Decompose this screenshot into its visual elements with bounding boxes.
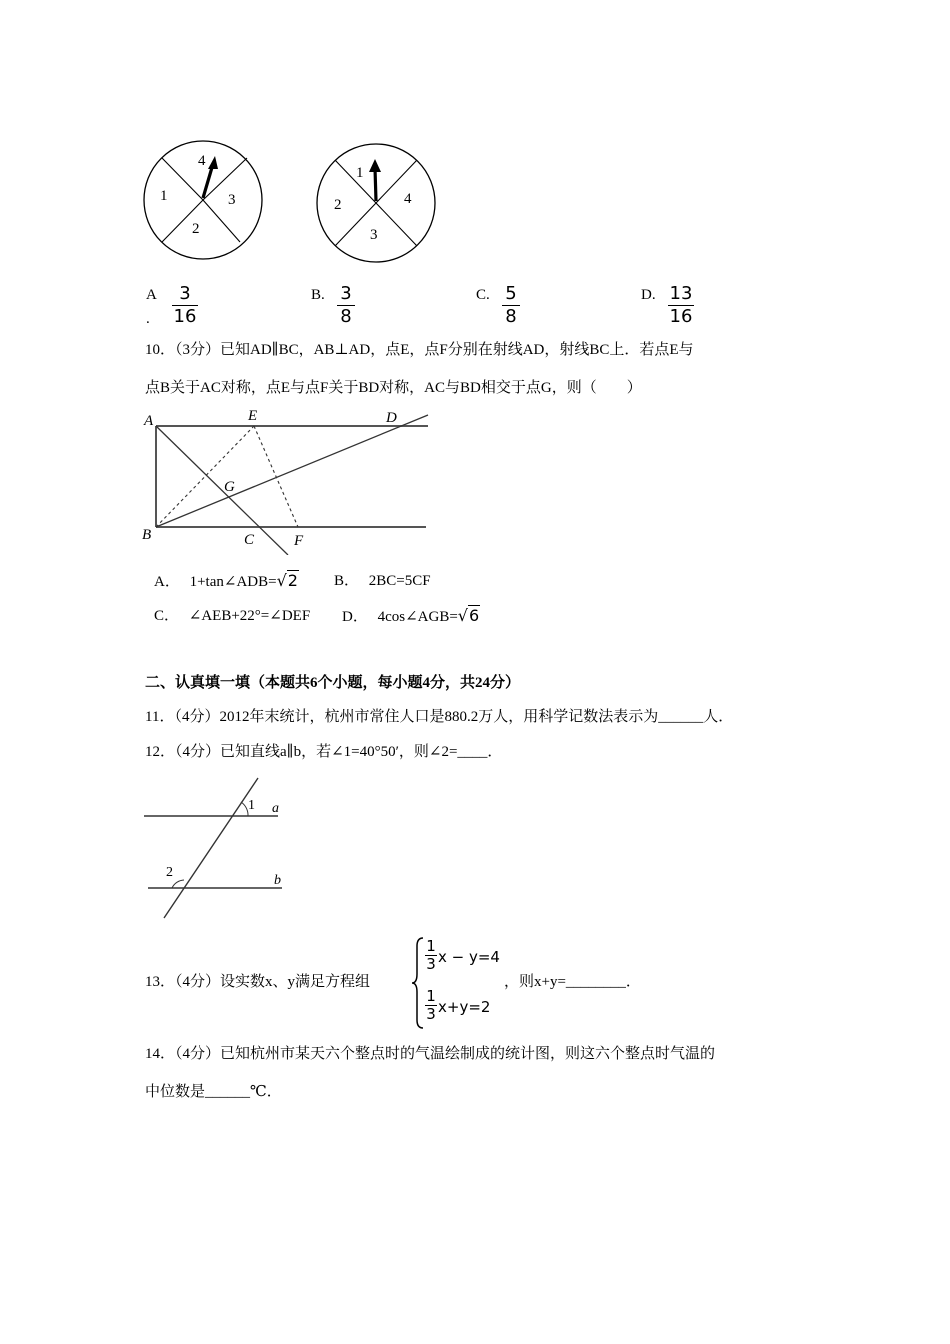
q10-option-d xyxy=(342,606,480,627)
q10-option-d-sqrt: √6 xyxy=(457,606,480,625)
q10-label-a: A xyxy=(144,413,154,429)
q10-option-b-text: 2BC=5CF xyxy=(368,573,431,589)
q9-option-c-letter: C. xyxy=(476,287,490,303)
q10-stem-line1: 10．（3分）已知AD∥BC，AB⊥AD，点E，点F分别在射线AD，射线BC上．若点E与 xyxy=(145,342,694,358)
q10-label-e: E xyxy=(248,408,258,424)
q10-option-a-prefix: A． xyxy=(154,574,180,590)
q10-option-c xyxy=(154,606,310,626)
spinner2-label-right: 4 xyxy=(404,191,412,207)
q9-option-b-fraction xyxy=(337,284,355,327)
spinner1-label-top: 4 xyxy=(198,153,206,169)
q12-parallel-lines-figure xyxy=(140,772,300,922)
spinner-figure-1 xyxy=(140,138,270,268)
q10-option-b xyxy=(334,571,431,591)
q9-option-b-letter: B. xyxy=(311,287,325,303)
q9-option-c-fraction xyxy=(502,284,520,327)
spinner2-label-bottom: 3 xyxy=(370,227,378,243)
q9-option-a-dot: . xyxy=(146,311,150,327)
q13-brace xyxy=(411,936,425,1030)
q11-text: 11．（4分）2012年末统计，杭州市常住人口是880.2万人，用科学记数法表示为______人． xyxy=(145,709,734,725)
spinner1-label-bottom: 2 xyxy=(192,221,200,237)
q10-option-c-text: ∠AEB+22°=∠DEF xyxy=(188,608,311,624)
q13-eq2-fraction xyxy=(425,989,437,1022)
q10-option-a xyxy=(154,571,299,592)
q10-stem-line2: 点B关于AC对称，点E与点F关于BD对称，AC与BD相交于点G，则（ ） xyxy=(145,380,642,396)
q10-geometry-figure xyxy=(140,405,440,555)
q13-eq1-den: 3 xyxy=(426,955,436,973)
q12-label-angle1: 1 xyxy=(248,798,255,813)
spinner2-label-left: 2 xyxy=(334,197,342,213)
q9-option-a-letter: A xyxy=(146,287,157,303)
q13-eq2-den: 3 xyxy=(426,1005,436,1023)
q13-eq1-rest: x − y=4 xyxy=(438,948,500,966)
q10-option-d-text: 4cos∠AGB= xyxy=(377,609,458,625)
q9-option-b-num: 3 xyxy=(340,283,352,304)
q10-option-b-prefix: B． xyxy=(334,573,360,589)
q9-option-a-fraction xyxy=(172,284,198,327)
q9-option-d-num: 13 xyxy=(669,283,693,304)
q10-option-a-radicand: 2 xyxy=(287,571,298,590)
q9-option-d-fraction xyxy=(668,284,694,327)
q10-label-g: G xyxy=(224,479,235,495)
q9-option-a-den: 16 xyxy=(173,306,197,327)
q13-eq2-rest: x+y=2 xyxy=(438,998,491,1016)
q12-label-angle2: 2 xyxy=(166,865,173,880)
q9-option-d-den: 16 xyxy=(669,306,693,327)
spinner-figure-2 xyxy=(312,138,442,268)
q9-option-d-letter: D. xyxy=(641,287,656,303)
q9-option-c-den: 8 xyxy=(505,306,517,327)
q14-stem-line1: 14．（4分）已知杭州市某天六个整点时的气温绘制成的统计图，则这六个整点时气温的 xyxy=(145,1046,716,1062)
spinner1-label-right: 3 xyxy=(228,192,236,208)
q10-option-a-text: 1+tan∠ADB= xyxy=(189,574,277,590)
q13-eq1-num: 1 xyxy=(426,937,436,955)
q12-text: 12．（4分）已知直线a∥b，若∠1=40°50′，则∠2=____． xyxy=(145,744,503,760)
q10-option-d-radicand: 6 xyxy=(469,606,480,625)
q14-stem-line2: 中位数是______℃． xyxy=(145,1084,282,1100)
q10-option-a-sqrt: √2 xyxy=(276,571,298,590)
q10-label-f: F xyxy=(294,533,304,549)
spinner2-label-top: 1 xyxy=(356,165,364,181)
q10-label-d: D xyxy=(386,410,397,426)
q13-prefix: 13．（4分）设实数x、y满足方程组 xyxy=(145,974,371,990)
q9-option-c-num: 5 xyxy=(505,283,517,304)
q9-option-b-den: 8 xyxy=(340,306,352,327)
q13-suffix: ，则x+y=________． xyxy=(504,974,641,990)
q9-option-a-num: 3 xyxy=(179,283,191,304)
spinner1-label-left: 1 xyxy=(160,188,168,204)
section2-heading: 二、认真填一填（本题共6个小题，每小题4分，共24分） xyxy=(145,675,521,691)
q10-label-c: C xyxy=(244,532,255,548)
q12-label-line-b: b xyxy=(274,873,281,888)
q12-label-line-a: a xyxy=(272,801,279,816)
q13-eq2-num: 1 xyxy=(426,987,436,1005)
q10-option-c-prefix: C． xyxy=(154,608,180,624)
q13-eq1-fraction xyxy=(425,939,437,972)
q10-option-d-prefix: D． xyxy=(342,609,368,625)
q10-label-b: B xyxy=(142,527,152,543)
